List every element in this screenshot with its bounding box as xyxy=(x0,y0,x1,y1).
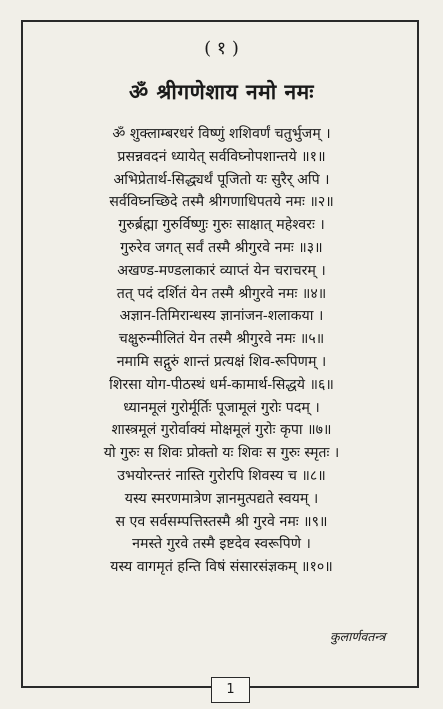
verse-line: स एव सर्वसम्पत्तिस्तस्मै श्री गुरवे नमः ॥९॥ xyxy=(115,513,328,530)
verse-line: शिरसा योग-पीठस्थं धर्म-कामार्थ-सिद्धये ॥६॥ xyxy=(109,376,334,393)
verse-line: अभिप्रेतार्थ-सिद्ध्यर्थं पूजितो यः सुरैर् अपि । xyxy=(113,171,330,188)
verse-block xyxy=(0,123,443,579)
verse-line: यस्य स्मरणमात्रेण ज्ञानमुत्पद्यते स्वयम् । xyxy=(124,490,319,507)
verse-line: नमामि सद्गुरुं शान्तं प्रत्यक्षं शिव-रूपिणम् । xyxy=(116,353,327,370)
verse-line: प्रसन्नवदनं ध्यायेत् सर्वविघ्नोपशान्तये ॥१॥ xyxy=(117,148,326,165)
verse-line: यस्य वागमृतं हन्ति विषं संसारसंज्ञकम् ॥१०॥ xyxy=(110,559,333,576)
page-number-box: 1 xyxy=(211,677,250,703)
verse-line: शास्त्रमूलं गुरोर्वाक्यं मोक्षमूलं गुरोः कृपा ॥७॥ xyxy=(111,422,332,439)
verse-line: गुरुरेव जगत् सर्वं तस्मै श्रीगुरवे नमः ॥३॥ xyxy=(120,239,323,256)
verse-line: गुरुर्ब्रह्मा गुरुर्विष्णुः गुरुः साक्षात् महेश्वरः । xyxy=(118,217,325,234)
verse-line: अज्ञान-तिमिरान्धस्य ज्ञानांजन-शलाकया । xyxy=(119,308,324,325)
page-number-devanagari: ( १ ) xyxy=(204,38,239,59)
verse-line: ध्यानमूलं गुरोर्मूर्तिः पूजामूलं गुरोः पदम् । xyxy=(123,399,320,416)
verse-line: उभयोरन्तरं नास्ति गुरोरपि शिवस्य च ॥८॥ xyxy=(117,467,326,484)
verse-line: अखण्ड-मण्डलाकारं व्याप्तं येन चराचरम् । xyxy=(117,262,326,279)
verse-line: सर्वविघ्नच्छिदे तस्मै श्रीगणाधिपतये नमः ॥२॥ xyxy=(109,194,334,211)
verse-line: ॐ शुक्लाम्बरधरं विष्णुं शशिवर्णं चतुर्भुजम् । xyxy=(112,126,331,142)
page-title: ॐ श्रीगणेशाय नमो नमः xyxy=(129,79,314,104)
verse-line: यो गुरुः स शिवः प्रोक्तो यः शिवः स गुरुः स्मृतः । xyxy=(103,445,340,462)
verse-line: तत् पदं दर्शितं येन तस्मै श्रीगुरवे नमः ॥४॥ xyxy=(116,285,327,302)
source-attribution: कुलार्णवतन्त्र xyxy=(330,629,386,644)
verse-line: चक्षुरुन्मीलितं येन तस्मै श्रीगुरवे नमः ॥५॥ xyxy=(118,331,325,348)
verse-line: नमस्ते गुरवे तस्मै इष्टदेव स्वरूपिणे । xyxy=(132,536,311,553)
